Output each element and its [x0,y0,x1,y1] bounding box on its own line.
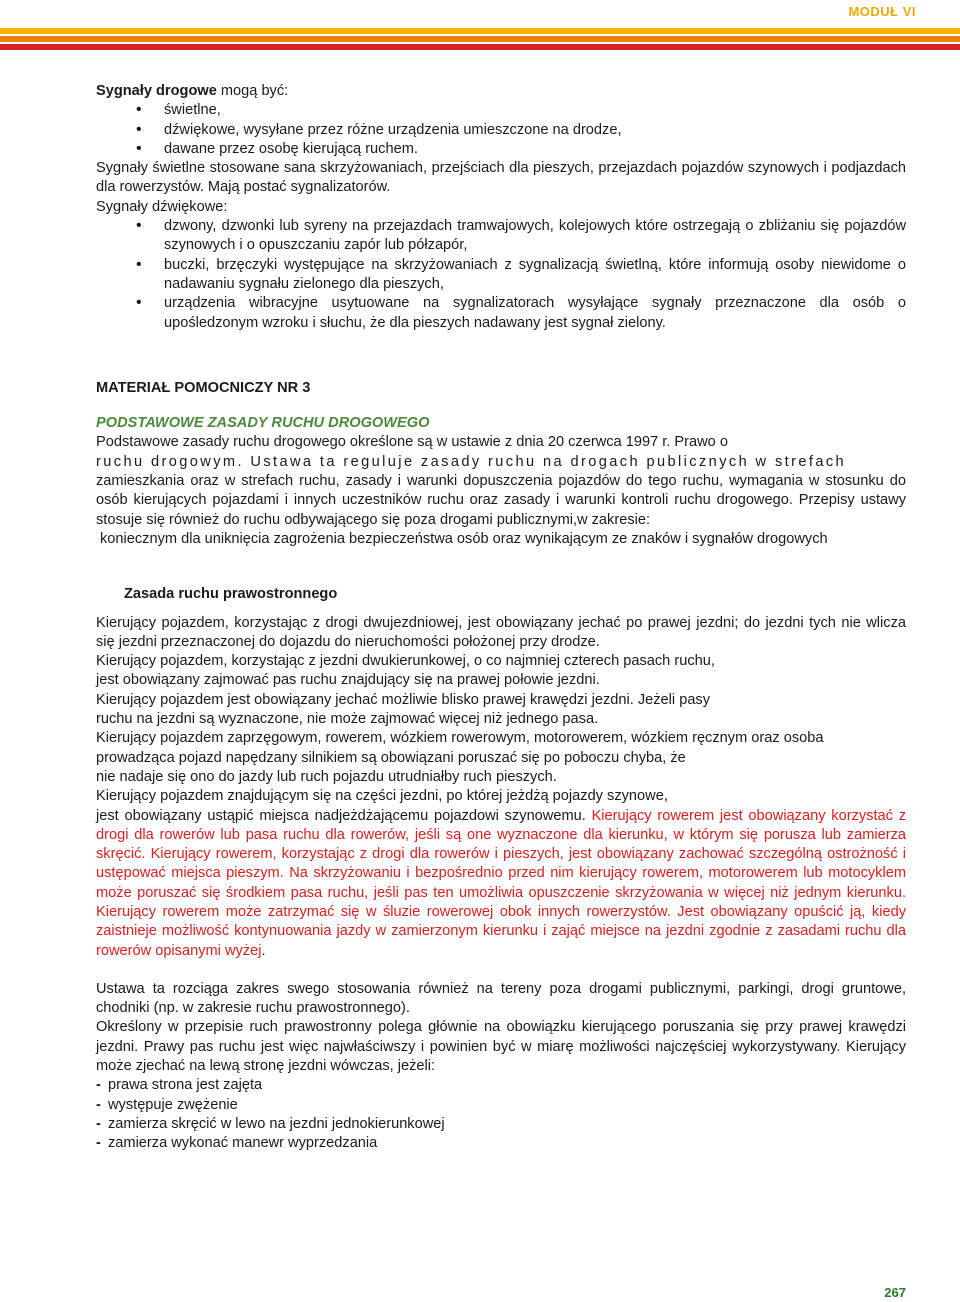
left-side-conditions-list [96,1076,906,1153]
list-item: • dźwiękowe, wysyłane przez różne urządzenia umieszczone na drodze, [96,121,906,140]
rules-paragraph-body: zamieszkania oraz w strefach ruchu, zasady i warunki dopuszczenia pojazdów do tego ruchu, wymagania w stosunku do osób kierujących pojazdami i innych uczestników ruchu oraz zasady i warunki kontroli ruchu drogowego. Przepisy ustawy stosuje się również do ruchu odbywającego się poza drogami publicznymi,w zakresie: [96,473,906,528]
section-subtitle: PODSTAWOWE ZASADY RUCHU DROGOWEGO [96,415,430,432]
text-line: Kierujący pojazdem jest obowiązany jechać możliwie blisko prawej krawędzi jezdni. Jeżeli pasy [96,691,711,708]
text-line: Kierujący pojazdem, korzystając z jezdni dwukierunkowej, o co najmniej czterech pasach ruchu, [96,653,715,670]
list-item: - zamierza wykonać manewr wyprzedzania [96,1134,906,1153]
sound-signals-intro: Sygnały dźwiękowe: [96,198,228,215]
list-item: • urządzenia wibracyjne usytuowane na sygnalizatorach wysyłające sygnały przeznaczone dla osób o upośledzonym wzroku i słuchu, że dla pieszych nadawany jest sygnał zielony. [96,294,906,333]
signals-intro-bold: Sygnały drogowe [96,83,217,99]
text-line: jest obowiązany zajmować pas ruchu znajdujący się na prawej połowie jezdni. [96,672,600,689]
list-item: • buczki, brzęczyki występujące na skrzyżowaniach z sygnalizacją świetlną, które informują osoby niewidome o nadawaniu sygnału zielonego dla pieszych, [96,256,906,295]
signal-types-list [96,101,906,159]
list-item: • dawane przez osobę kierującą ruchem. [96,140,906,159]
module-label: MODUŁ VI [848,4,916,19]
rules-paragraph-line1: Podstawowe zasady ruchu drogowego określone są w ustawie z dnia 20 czerwca 1997 r. Prawo o [96,434,728,451]
cyclist-rules-paragraph [96,807,906,961]
page-number: 267 [884,1285,906,1300]
page-content [96,82,906,1154]
text-line: ruchu na jezdni są wyznaczone, nie może zajmować więcej niż jednego pasa. [96,711,599,728]
list-item: - występuje zwężenie [96,1096,906,1115]
scope-paragraph: Ustawa ta rozciąga zakres swego stosowania również na tereny poza drogami publicznymi, parkingi, drogi gruntowe, chodniki (np. w zakresie ruchu prawostronnego). [96,980,906,1017]
stripe-yellow [0,28,960,34]
right-hand-traffic-heading: Zasada ruchu prawostronnego [124,586,338,603]
cyclist-rules-text: Kierujący rowerem jest obowiązany korzystać z drogi dla rowerów lub pasa ruchu dla rowerów, jeśli są one wyznaczone dla kierunku, w którym się porusza lub zamierza skręcić. Kierujący rowerem, korzystając z drogi dla rowerów i pieszych, jest obowiązany zachować szczególną ostrożność i ustępować miejsca pieszym. Na skrzyżowaniu i bezpośrednio przed nim kierujący rowerem, motorowerem lub motocyklem może poruszać się środkiem pasa ruchu, jeśli pas ten umożliwia opuszczenie skrzyżowania w więcej niż jednym kierunku. Kierujący rowerem może zatrzymać się w śluzie rowerowej obok innych rowerzystów. Jest obowiązany opuścić ją, kiedy zaistnieje możliwość kontynuowania jazdy w zamierzonym kierunku i zająć miejsce na jezdni zgodnie z zasadami ruchu dla rowerów opisanymi wyżej [96,807,906,959]
list-item: - prawa strona jest zajęta [96,1076,906,1095]
list-item: - zamierza skręcić w lewo na jezdni jednokierunkowej [96,1115,906,1134]
rules-paragraph-line2: ruchu drogowym. Ustawa ta reguluje zasady ruchu na drogach publicznych w strefach [96,453,847,470]
light-signals-paragraph: Sygnały świetlne stosowane sana skrzyżowaniach, przejściach dla pieszych, przejazdach pojazdów szynowych i podjazdach dla rowerzystów. Mają postać sygnalizatorów. [96,160,906,196]
tram-priority-text: jest obowiązany ustąpić miejsca nadjeżdżającemu pojazdowi szynowemu. [96,807,592,824]
signals-intro-rest: mogą być: [216,83,289,99]
stripe-red [0,44,960,50]
paragraph-end-dot: . [261,942,266,959]
text-line: Kierujący pojazdem znajdującym się na części jezdni, po której jeżdżą pojazdy szynowe, [96,788,668,805]
section-heading: MATERIAŁ POMOCNICZY NR 3 [96,379,311,396]
text-line: prowadząca pojazd napędzany silnikiem są obowiązani poruszać się po poboczu chyba, że [96,749,686,766]
text-line: nie nadaje się ono do jazdy lub ruch pojazdu utrudniałby ruch pieszych. [96,768,557,785]
rules-paragraph-end: koniecznym dla uniknięcia zagrożenia bezpieczeństwa osób oraz wynikającym ze znaków i sygnałów drogowych [100,530,828,547]
right-side-paragraph: Określony w przepisie ruch prawostronny polega głównie na obowiązku kierującego poruszania się przy prawej krawędzi jezdni. Prawy pas ruchu jest więc najwłaściwszy i powinien być w miarę możliwości najczęściej wykorzystywany. Kierujący może zjechać na lewą stronę jezdni wówczas, jeżeli: [96,1019,906,1075]
list-item: • świetlne, [96,101,906,120]
stripe-orange [0,36,960,42]
header-stripes [0,28,960,50]
text-line: Kierujący pojazdem, korzystając z drogi dwujezdniowej, jest obowiązany jechać po prawej jezdni; do jezdni tych nie wlicza się jezdni przeznaczonej do dojazdu do nieruchomości położonej przy drodze. [96,614,906,650]
list-item: • dzwony, dzwonki lub syreny na przejazdach tramwajowych, kolejowych które ostrzegają o zbliżaniu się pojazdów szynowych i o opuszczaniu zapór lub półzapór, [96,217,906,256]
text-line: Kierujący pojazdem zaprzęgowym, rowerem, wózkiem rowerowym, motorowerem, wózkiem ręcznym oraz osoba [96,730,824,747]
signals-intro [96,82,906,101]
sound-signals-list [96,217,906,333]
